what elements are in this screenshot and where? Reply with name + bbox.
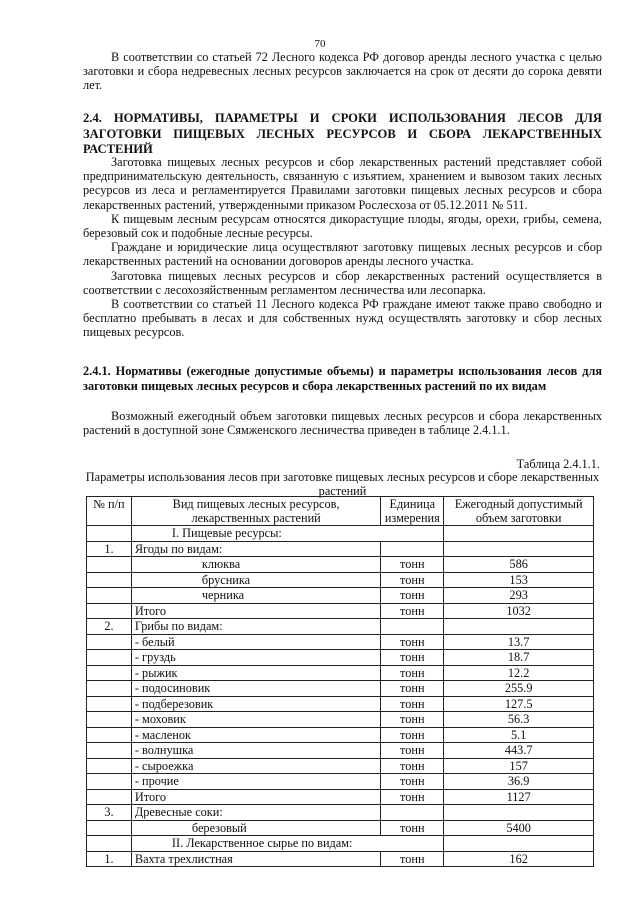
item-unit: тонн (381, 820, 444, 836)
table-row (87, 557, 594, 573)
item-value: 36.9 (444, 774, 594, 790)
item-unit: тонн (381, 603, 444, 619)
table-label: Таблица 2.4.1.1. (516, 457, 600, 471)
item-unit: тонн (381, 743, 444, 759)
table-group-row (87, 805, 594, 821)
row-num: 3. (87, 805, 132, 821)
resources-table (86, 496, 594, 867)
item-name: - груздь (131, 650, 380, 666)
item-unit: тонн (381, 634, 444, 650)
subsection-heading-text: 2.4.1. Нормативы (ежегодные допустимые объемы) и параметры использования лесов для заготовки пищевых лесных ресурсов и сбора лекарственных растений по их видам (83, 364, 602, 393)
row-num: 1. (87, 541, 132, 557)
item-unit: тонн (381, 789, 444, 805)
header-volume: Ежегодный допустимый объем заготовки (444, 497, 594, 526)
table-group-row (87, 619, 594, 635)
subsection-heading (83, 364, 602, 394)
item-unit: тонн (381, 665, 444, 681)
item-unit: тонн (381, 572, 444, 588)
item-name: - масленок (131, 727, 380, 743)
table-row (87, 774, 594, 790)
group-label: Грибы по видам: (131, 619, 380, 635)
paragraph: В соответствии со статьей 11 Лесного кодекса РФ граждане имеют также право свободно и бесплатно пребывать в лесах и для собственных нужд осуществлять заготовку и сбор лесных пищевых ресурсов. (83, 297, 602, 340)
table-row (87, 851, 594, 867)
item-value: 293 (444, 588, 594, 604)
header-unit: Единица измерения (381, 497, 444, 526)
total-label: Итого (131, 603, 380, 619)
item-name: черника (131, 588, 380, 604)
section-label: II. Лекарственное сырье по видам: (131, 836, 443, 852)
total-value: 1032 (444, 603, 594, 619)
header-num: № п/п (87, 497, 132, 526)
body-paragraphs (83, 155, 602, 340)
subsection-text: Возможный ежегодный объем заготовки пищевых лесных ресурсов и сбора лекарственных растений в доступной зоне Сямженского лесничества приведен в таблице 2.4.1.1. (83, 409, 602, 438)
item-name: березовый (131, 820, 380, 836)
total-value: 1127 (444, 789, 594, 805)
intro-paragraph (83, 50, 602, 93)
group-label: Ягоды по видам: (131, 541, 380, 557)
paragraph: Заготовка пищевых лесных ресурсов и сбор лекарственных растений осуществляется в соответствии с лесохозяйственным регламентом лесничества или лесопарка. (83, 268, 602, 297)
header-type: Вид пищевых лесных ресурсов, лекарственных растений (131, 497, 380, 526)
table-section-row (87, 836, 594, 852)
item-value: 12.2 (444, 665, 594, 681)
table-total-row (87, 789, 594, 805)
item-unit: тонн (381, 851, 444, 867)
table-row (87, 634, 594, 650)
item-name: клюква (131, 557, 380, 573)
section-label: I. Пищевые ресурсы: (131, 526, 443, 542)
item-value: 56.3 (444, 712, 594, 728)
table-caption: Параметры использования лесов при заготовке пищевых лесных ресурсов и сборе лекарственных растений (85, 470, 600, 498)
item-value: 157 (444, 758, 594, 774)
item-name: - белый (131, 634, 380, 650)
item-unit: тонн (381, 727, 444, 743)
item-unit: тонн (381, 758, 444, 774)
row-num: 2. (87, 619, 132, 635)
total-label: Итого (131, 789, 380, 805)
item-value: 162 (444, 851, 594, 867)
paragraph: К пищевым лесным ресурсам относятся дикорастущие плоды, ягоды, орехи, грибы, семена, березовый сок и подобные лесные ресурсы. (83, 211, 602, 241)
intro-text: В соответствии со статьей 72 Лесного кодекса РФ договор аренды лесного участка с целью заготовки и сбора недревесных лесных ресурсов заключается на срок от десяти до сорока девяти лет. (83, 50, 602, 93)
item-unit: тонн (381, 650, 444, 666)
item-value: 443.7 (444, 743, 594, 759)
item-unit: тонн (381, 557, 444, 573)
item-value: 5400 (444, 820, 594, 836)
item-name: - сыроежка (131, 758, 380, 774)
item-value: 255.9 (444, 681, 594, 697)
table-total-row (87, 603, 594, 619)
table-row (87, 820, 594, 836)
item-value: 127.5 (444, 696, 594, 712)
item-value: 18.7 (444, 650, 594, 666)
item-value: 5.1 (444, 727, 594, 743)
table-row (87, 665, 594, 681)
item-name: Вахта трехлистная (131, 851, 380, 867)
item-unit: тонн (381, 696, 444, 712)
item-name: - подберезовик (131, 696, 380, 712)
item-name: - моховик (131, 712, 380, 728)
table-header-row (87, 497, 594, 526)
table-row (87, 727, 594, 743)
table-row (87, 758, 594, 774)
item-name: брусника (131, 572, 380, 588)
table-row (87, 572, 594, 588)
item-unit: тонн (381, 681, 444, 697)
row-num: 1. (87, 851, 132, 867)
group-label: Древесные соки: (131, 805, 380, 821)
paragraph: Граждане и юридические лица осуществляют заготовку пищевых лесных ресурсов и сбор лекарственных растений на основании договоров аренды лесного участка. (83, 240, 602, 269)
item-unit: тонн (381, 712, 444, 728)
table-row (87, 681, 594, 697)
item-name: - прочие (131, 774, 380, 790)
item-value: 153 (444, 572, 594, 588)
table-row (87, 743, 594, 759)
item-value: 13.7 (444, 634, 594, 650)
item-unit: тонн (381, 588, 444, 604)
table-row (87, 650, 594, 666)
table-row (87, 588, 594, 604)
table-section-row (87, 526, 594, 542)
item-name: - волнушка (131, 743, 380, 759)
item-name: - рыжик (131, 665, 380, 681)
table-row (87, 712, 594, 728)
table-group-row (87, 541, 594, 557)
item-unit: тонн (381, 774, 444, 790)
section-heading: 2.4. НОРМАТИВЫ, ПАРАМЕТРЫ И СРОКИ ИСПОЛЬЗОВАНИЯ ЛЕСОВ ДЛЯ ЗАГОТОВКИ ПИЩЕВЫХ ЛЕСНЫХ РЕСУРСОВ И СБОРА ЛЕКАРСТВЕННЫХ РАСТЕНИЙ (83, 111, 602, 156)
table-row (87, 696, 594, 712)
paragraph: Заготовка пищевых лесных ресурсов и сбор лекарственных растений представляет собой предпринимательскую деятельность, связанную с изъятием, хранением и вывозом таких лесных ресурсов из леса и регламентируется Правилами заготовки пищевых лесных ресурсов и сбора лекарственных растений, утвержденными приказом Рослесхоза от 05.12.2011 № 511. (83, 155, 602, 212)
item-value: 586 (444, 557, 594, 573)
page-number: 70 (314, 38, 326, 50)
subsection-paragraph (83, 409, 602, 437)
item-name: - подосиновик (131, 681, 380, 697)
